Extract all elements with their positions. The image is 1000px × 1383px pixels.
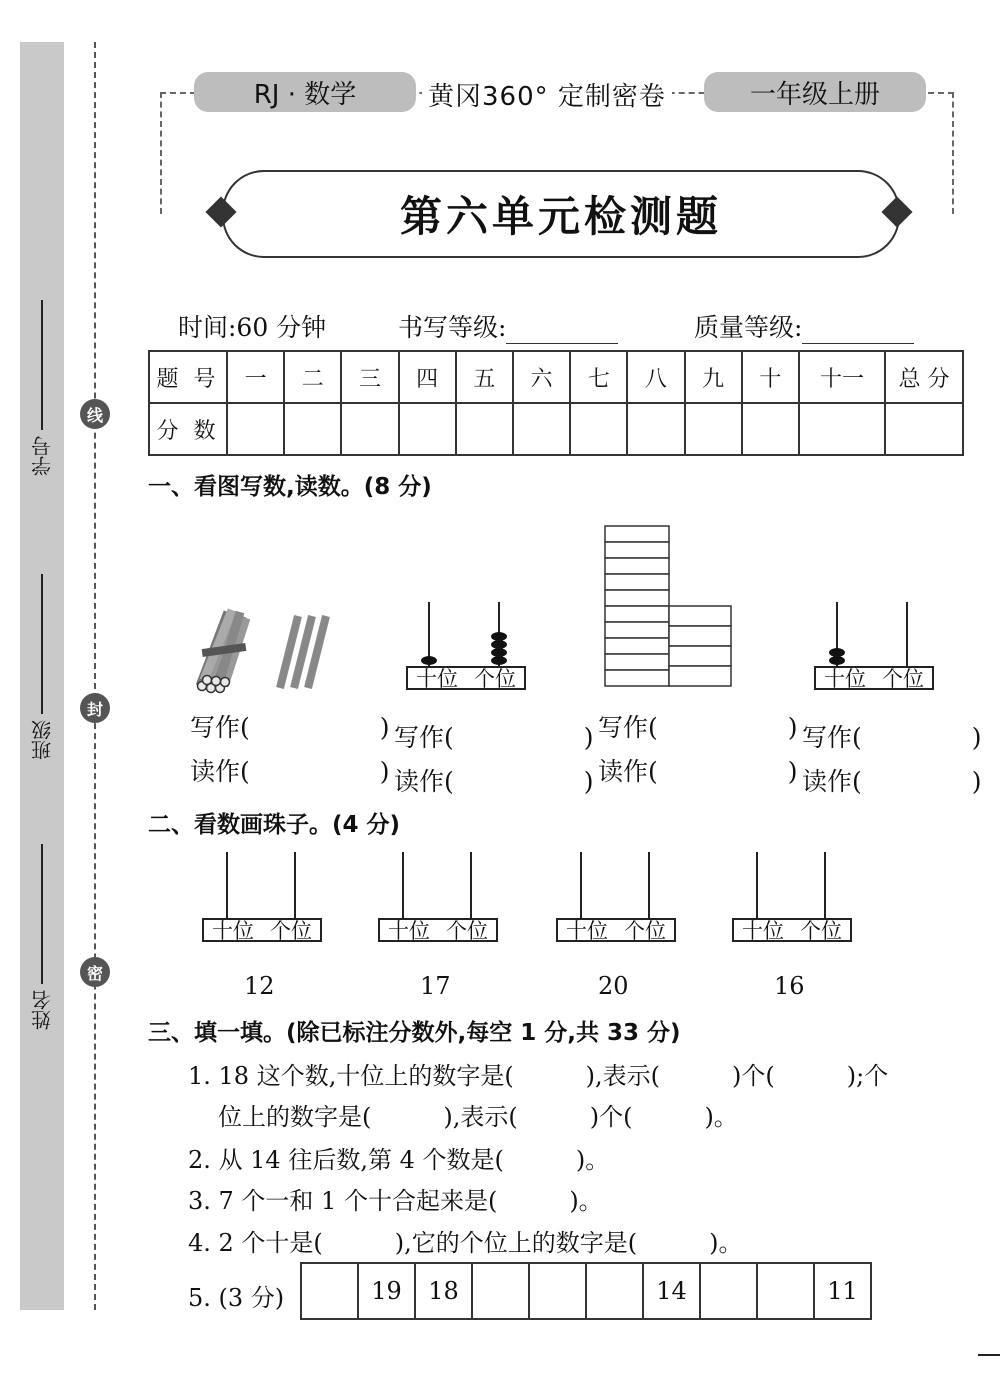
blank-abacus-3[interactable]: 十位 个位 — [556, 852, 676, 948]
target-number: 17 — [420, 972, 451, 1000]
sequence-cell[interactable] — [586, 1263, 643, 1319]
cut-line — [94, 42, 96, 1310]
seal-mi: 密 — [80, 957, 110, 987]
class-line — [41, 574, 43, 714]
score-cell[interactable] — [399, 403, 456, 455]
score-cell[interactable] — [627, 403, 684, 455]
write-answer-2[interactable]: 写作( ) — [394, 723, 594, 752]
score-cell[interactable] — [341, 403, 398, 455]
sequence-cell[interactable] — [472, 1263, 529, 1319]
score-cell[interactable] — [742, 403, 799, 455]
sequence-cell: 19 — [358, 1263, 415, 1319]
sequence-cell[interactable] — [700, 1263, 757, 1319]
section2-title: 二、看数画珠子。(4 分) — [148, 812, 401, 838]
student-id-field[interactable] — [22, 286, 62, 476]
question-2: 2. 从 14 往后数,第 4 个数是( )。 — [188, 1146, 610, 1174]
single-sticks-icon — [280, 616, 326, 688]
section3-title: 三、填一填。(除已标注分数外,每空 1 分,共 33 分) — [148, 1020, 681, 1046]
time-info: 时间:60 分钟 — [178, 313, 327, 342]
sequence-cell[interactable] — [757, 1263, 814, 1319]
target-number: 12 — [244, 972, 275, 1000]
read-answer-1[interactable]: 读作( ) — [190, 757, 390, 786]
write-answer-1[interactable]: 写作( ) — [190, 713, 390, 742]
student-id-line — [41, 300, 43, 430]
score-cell[interactable] — [799, 403, 885, 455]
name-field[interactable] — [22, 830, 62, 1030]
page-edge-mark — [978, 1354, 1000, 1356]
score-cell[interactable] — [570, 403, 627, 455]
question-4: 4. 2 个十是( ),它的个位上的数字是( )。 — [188, 1229, 743, 1257]
sticks-figure — [188, 604, 348, 698]
name-label: 姓名 — [30, 990, 55, 1030]
ones-rod — [906, 602, 908, 666]
writing-grade[interactable]: 书写等级: — [398, 308, 618, 344]
blank-abacus-1[interactable]: 十位 个位 — [202, 852, 322, 948]
seal-feng: 封 — [80, 693, 110, 723]
question-5-label: 5. (3 分) — [188, 1284, 285, 1312]
class-label: 班级 — [30, 720, 55, 760]
sequence-cell[interactable] — [301, 1263, 358, 1319]
score-cell[interactable] — [685, 403, 742, 455]
subject-pill: RJ · 数学 — [194, 72, 416, 112]
score-header-row: 题 号 一 二 三 四 五 六 七 八 九 十 十一 总 分 — [149, 351, 963, 403]
target-number: 16 — [774, 972, 805, 1000]
blank-abacus-4[interactable]: 十位 个位 — [732, 852, 852, 948]
seal-xian: 线 — [80, 399, 110, 429]
blank-abacus-2[interactable]: 十位 个位 — [378, 852, 498, 948]
quality-grade-blank[interactable] — [802, 321, 914, 344]
quality-grade[interactable]: 质量等级: — [694, 308, 914, 344]
question-1a: 1. 18 这个数,十位上的数字是( ),表示( )个( );个 — [188, 1062, 889, 1090]
number-sequence-table — [300, 1262, 872, 1320]
read-answer-4[interactable]: 读作( ) — [802, 767, 982, 796]
stick-bundle-icon — [198, 610, 247, 693]
read-answer-2[interactable]: 读作( ) — [394, 767, 594, 796]
score-table — [148, 350, 964, 456]
question-3: 3. 7 个一和 1 个十合起来是( )。 — [188, 1187, 603, 1215]
section1-title: 一、看图写数,读数。(8 分) — [148, 474, 432, 500]
target-number: 20 — [598, 972, 629, 1000]
sequence-cell: 11 — [814, 1263, 871, 1319]
write-answer-3[interactable]: 写作( ) — [598, 713, 798, 742]
abacus-item4 — [814, 596, 934, 694]
series-title: 黄冈360° 定制密卷 — [422, 76, 672, 113]
score-cell[interactable] — [513, 403, 570, 455]
grade-pill: 一年级上册 — [704, 72, 926, 112]
read-answer-3[interactable]: 读作( ) — [598, 757, 798, 786]
question-1b: 位上的数字是( ),表示( )个( )。 — [218, 1103, 738, 1131]
class-field[interactable] — [22, 560, 62, 760]
abacus-item2 — [406, 596, 526, 694]
page-title: 第六单元检测题 — [222, 170, 900, 258]
sequence-cell[interactable] — [529, 1263, 586, 1319]
score-cell[interactable] — [885, 403, 963, 455]
score-cell[interactable] — [456, 403, 513, 455]
blocks-figure — [604, 524, 734, 690]
abacus-base: 十位 个位 — [814, 666, 934, 690]
score-cell[interactable] — [284, 403, 341, 455]
abacus-base: 十位 个位 — [406, 666, 526, 690]
sequence-cell: 14 — [643, 1263, 700, 1319]
student-id-label: 学号 — [30, 436, 55, 476]
writing-grade-blank[interactable] — [506, 321, 618, 344]
name-line — [41, 844, 43, 984]
write-answer-4[interactable]: 写作( ) — [802, 723, 982, 752]
score-value-row: 分 数 — [149, 403, 963, 455]
score-cell[interactable] — [227, 403, 284, 455]
sequence-cell: 18 — [415, 1263, 472, 1319]
